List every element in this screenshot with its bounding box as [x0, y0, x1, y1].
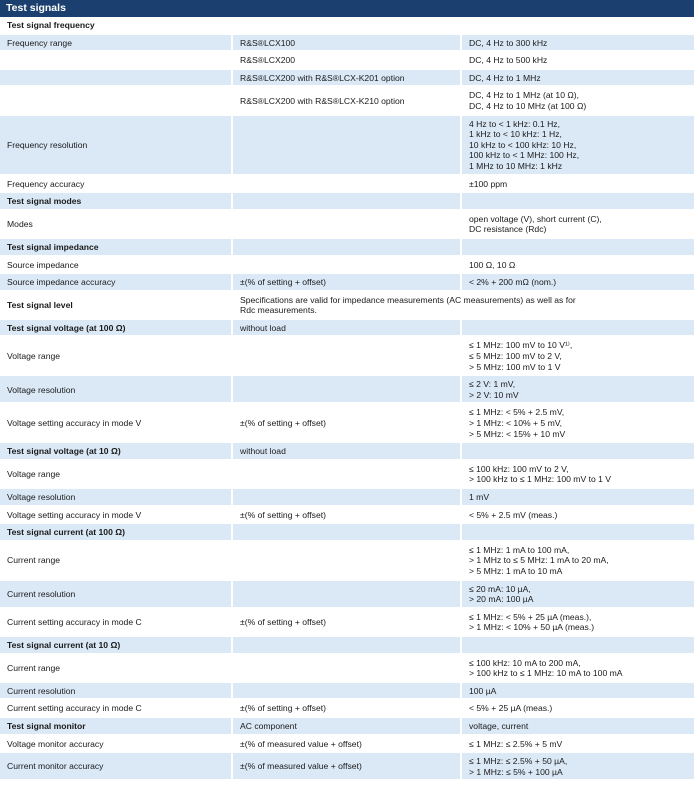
spec-value	[461, 69, 694, 87]
spec-label: Modes	[0, 210, 232, 238]
spec-value-line: 1 kHz to < 10 kHz: 1 Hz,	[469, 129, 562, 140]
spec-row	[0, 752, 694, 780]
section-header: Test signal frequency	[0, 17, 232, 34]
spec-condition-line: ±(% of setting + offset)	[240, 418, 327, 429]
spec-label: Voltage range	[0, 460, 232, 488]
spec-condition	[232, 699, 461, 717]
spec-row	[0, 34, 694, 52]
spec-label: Current resolution	[0, 580, 232, 608]
section-header-col2	[232, 636, 461, 654]
spec-value-line: ≤ 20 mA: 10 µA,	[469, 583, 531, 594]
spec-value	[461, 273, 694, 291]
spec-condition	[232, 336, 461, 375]
spec-label: Current resolution	[0, 682, 232, 700]
spec-value-line: > 1 MHz: < 10% + 5 mV,	[469, 418, 563, 429]
spec-value-line: ≤ 5 MHz: 100 mV to 2 V,	[469, 351, 562, 362]
spec-value	[461, 403, 694, 442]
spec-value	[461, 699, 694, 717]
spec-row	[0, 506, 694, 524]
section-header-row	[0, 291, 694, 319]
spec-row	[0, 51, 694, 69]
section-header-col3	[461, 523, 694, 541]
spec-value	[461, 735, 694, 753]
spec-value-line: ≤ 100 kHz: 10 mA to 200 mA,	[469, 657, 581, 668]
spec-value-line: ≤ 100 kHz: 100 mV to 2 V,	[469, 463, 569, 474]
section-header: Test signal impedance	[0, 238, 232, 256]
spec-label: Voltage range	[0, 336, 232, 375]
spec-table-body	[0, 17, 694, 780]
spec-value	[461, 175, 694, 193]
spec-condition-line: ±(% of setting + offset)	[240, 509, 327, 520]
spec-value-line: 4 Hz to < 1 kHz: 0.1 Hz,	[469, 118, 560, 129]
spec-value	[461, 654, 694, 682]
spec-row	[0, 86, 694, 114]
spec-condition	[232, 51, 461, 69]
spec-value-line: < 5% + 2.5 mV (meas.)	[469, 509, 558, 520]
spec-condition	[232, 460, 461, 488]
spec-label: Current monitor accuracy	[0, 752, 232, 780]
spec-label: Current setting accuracy in mode C	[0, 699, 232, 717]
spec-condition-line: ±(% of measured value + offset)	[240, 738, 362, 749]
section-header-col2	[232, 523, 461, 541]
spec-label: Voltage setting accuracy in mode V	[0, 403, 232, 442]
spec-condition-line: R&S®LCX200	[240, 55, 296, 66]
spec-value	[461, 51, 694, 69]
spec-row	[0, 210, 694, 238]
spec-value-line: > 1 MHz: < 10% + 50 µA (meas.)	[469, 622, 595, 633]
spec-value-line: ≤ 1 MHz: ≤ 2.5% + 5 mV	[469, 738, 563, 749]
spec-row	[0, 654, 694, 682]
spec-value-line: 100 µA	[469, 685, 497, 696]
spec-row	[0, 69, 694, 87]
spec-value-line: > 5 MHz: 1 mA to 10 mA	[469, 565, 563, 576]
section-header-row	[0, 319, 694, 337]
section-header: Test signal current (at 100 Ω)	[0, 523, 232, 541]
spec-label: Voltage monitor accuracy	[0, 735, 232, 753]
section-header-row	[0, 717, 694, 735]
spec-value	[461, 86, 694, 114]
spec-value-line: DC, 4 Hz to 10 MHz (at 100 Ω)	[469, 100, 587, 111]
spec-row	[0, 580, 694, 608]
spec-label: Frequency range	[0, 34, 232, 52]
spec-value-line: 100 Ω, 10 Ω	[469, 259, 516, 270]
spec-value-line: > 20 mA: 100 µA	[469, 594, 534, 605]
spec-value-line: 1 mV	[469, 492, 490, 502]
spec-row	[0, 541, 694, 580]
spec-label: Voltage setting accuracy in mode V	[0, 506, 232, 524]
spec-value-line: > 1 MHz: ≤ 5% + 100 µA	[469, 766, 563, 777]
spec-value-line: 1 MHz to 10 MHz: 1 kHz	[469, 160, 563, 171]
spec-label: Current range	[0, 541, 232, 580]
spec-row	[0, 682, 694, 700]
spec-value	[461, 506, 694, 524]
spec-condition	[232, 608, 461, 636]
section-header-col2: AC component	[232, 717, 461, 735]
spec-value-line: < 5% + 25 µA (meas.)	[469, 703, 553, 714]
spec-condition	[232, 488, 461, 506]
spec-value-line: ≤ 2 V: 1 mV,	[469, 379, 516, 390]
section-header-col2	[232, 192, 461, 210]
spec-label	[0, 69, 232, 87]
section-header-row	[0, 523, 694, 541]
spec-condition-line: ±(% of setting + offset)	[240, 277, 327, 288]
spec-row	[0, 735, 694, 753]
section-header: Test signal current (at 10 Ω)	[0, 636, 232, 654]
spec-value-line: DC, 4 Hz to 1 MHz	[469, 72, 541, 83]
spec-label	[0, 86, 232, 114]
spec-label: Current setting accuracy in mode C	[0, 608, 232, 636]
spec-row	[0, 403, 694, 442]
spec-value	[461, 752, 694, 780]
spec-value-line: open voltage (V), short current (C),	[469, 213, 602, 224]
section-header-col2	[232, 238, 461, 256]
spec-condition	[232, 752, 461, 780]
spec-condition	[232, 735, 461, 753]
spec-table	[0, 17, 694, 781]
section-header: Test signal level	[0, 291, 232, 319]
section-header-col3	[461, 192, 694, 210]
spec-condition	[232, 375, 461, 403]
spec-label: Frequency resolution	[0, 115, 232, 175]
spec-value-line: > 5 MHz: < 15% + 10 mV	[469, 428, 566, 439]
spec-value-line: > 100 kHz to ≤ 1 MHz: 100 mV to 1 V	[469, 474, 612, 485]
section-header-row	[0, 442, 694, 460]
spec-value	[461, 34, 694, 52]
spec-value	[461, 336, 694, 375]
spec-condition-line: R&S®LCX200 with R&S®LCX-K201 option	[240, 72, 405, 83]
spec-condition	[232, 115, 461, 175]
section-header-row	[0, 636, 694, 654]
spec-value	[461, 115, 694, 175]
section-header-row	[0, 192, 694, 210]
spec-value-line: ≤ 1 MHz: < 5% + 2.5 mV,	[469, 407, 565, 418]
spec-condition	[232, 506, 461, 524]
section-header-col3: voltage, current	[461, 717, 694, 735]
section-header-note-line: Specifications are valid for impedance measurements (AC measurements) as well as for	[240, 294, 576, 305]
spec-row	[0, 115, 694, 175]
section-header: Test signal voltage (at 10 Ω)	[0, 442, 232, 460]
spec-label	[0, 51, 232, 69]
spec-value-line: ≤ 1 MHz: 1 mA to 100 mA,	[469, 544, 570, 555]
spec-value	[461, 682, 694, 700]
spec-condition	[232, 86, 461, 114]
spec-label: Frequency accuracy	[0, 175, 232, 193]
spec-value-line: > 5 MHz: 100 mV to 1 V	[469, 361, 561, 372]
section-header-row	[0, 17, 694, 34]
spec-condition	[232, 541, 461, 580]
spec-row	[0, 256, 694, 274]
section-header: Test signal modes	[0, 192, 232, 210]
spec-value-line: ≤ 1 MHz: ≤ 2.5% + 50 µA,	[469, 756, 568, 767]
spec-condition	[232, 654, 461, 682]
spec-value-line: > 2 V: 10 mV	[469, 389, 519, 400]
spec-condition	[232, 69, 461, 87]
spec-row	[0, 273, 694, 291]
spec-condition	[232, 682, 461, 700]
section-header-col3	[461, 238, 694, 256]
spec-condition	[232, 256, 461, 274]
spec-label: Current range	[0, 654, 232, 682]
spec-value-line: < 2% + 200 mΩ (nom.)	[469, 277, 557, 288]
section-header: Test signal voltage (at 100 Ω)	[0, 319, 232, 337]
spec-value-line: 100 kHz to < 1 MHz: 100 Hz,	[469, 150, 580, 161]
spec-label: Voltage resolution	[0, 375, 232, 403]
spec-label: Voltage resolution	[0, 488, 232, 506]
spec-value	[461, 541, 694, 580]
spec-value-line: DC, 4 Hz to 1 MHz (at 10 Ω),	[469, 90, 580, 101]
spec-condition-line: R&S®LCX100	[240, 37, 296, 48]
spec-condition-line: ±(% of setting + offset)	[240, 703, 327, 714]
spec-row	[0, 608, 694, 636]
spec-row	[0, 699, 694, 717]
spec-value	[461, 375, 694, 403]
spec-value	[461, 210, 694, 238]
section-header-col2	[232, 17, 461, 34]
spec-condition	[232, 210, 461, 238]
section-header-col3	[461, 636, 694, 654]
spec-row	[0, 460, 694, 488]
section-header-col3	[461, 442, 694, 460]
spec-label: Source impedance accuracy	[0, 273, 232, 291]
spec-value	[461, 580, 694, 608]
spec-value-line: ±100 ppm	[469, 178, 508, 189]
section-header-row	[0, 238, 694, 256]
section-header-col2: without load	[232, 319, 461, 337]
spec-row	[0, 375, 694, 403]
section-header-col3	[461, 319, 694, 337]
spec-value	[461, 608, 694, 636]
spec-row	[0, 336, 694, 375]
spec-condition	[232, 580, 461, 608]
spec-row	[0, 175, 694, 193]
spec-condition-line: R&S®LCX200 with R&S®LCX-K210 option	[240, 95, 405, 106]
spec-value	[461, 460, 694, 488]
section-header: Test signal monitor	[0, 717, 232, 735]
spec-value	[461, 488, 694, 506]
spec-value-line: ≤ 1 MHz: 100 mV to 10 V¹⁾,	[469, 340, 573, 351]
section-header-col2: without load	[232, 442, 461, 460]
spec-value-line: DC, 4 Hz to 300 kHz	[469, 37, 548, 48]
spec-value	[461, 256, 694, 274]
section-header-note-line: Rdc measurements.	[240, 305, 317, 316]
spec-condition	[232, 34, 461, 52]
spec-row	[0, 488, 694, 506]
spec-label: Source impedance	[0, 256, 232, 274]
spec-value-line: 10 kHz to < 100 kHz: 10 Hz,	[469, 139, 577, 150]
spec-value-line: DC, 4 Hz to 500 kHz	[469, 55, 548, 66]
section-header-note	[232, 291, 694, 319]
spec-condition	[232, 175, 461, 193]
spec-condition-line: ±(% of setting + offset)	[240, 617, 327, 628]
spec-condition-line: ±(% of measured value + offset)	[240, 761, 362, 772]
spec-value-line: > 1 MHz to ≤ 5 MHz: 1 mA to 20 mA,	[469, 555, 609, 566]
spec-value-line: DC resistance (Rdc)	[469, 224, 547, 235]
section-title: Test signals	[0, 0, 694, 17]
spec-condition	[232, 273, 461, 291]
section-header-col3	[461, 17, 694, 34]
spec-value-line: ≤ 1 MHz: < 5% + 25 µA (meas.),	[469, 611, 592, 622]
spec-condition	[232, 403, 461, 442]
spec-value-line: > 100 kHz to ≤ 1 MHz: 10 mA to 100 mA	[469, 668, 623, 679]
